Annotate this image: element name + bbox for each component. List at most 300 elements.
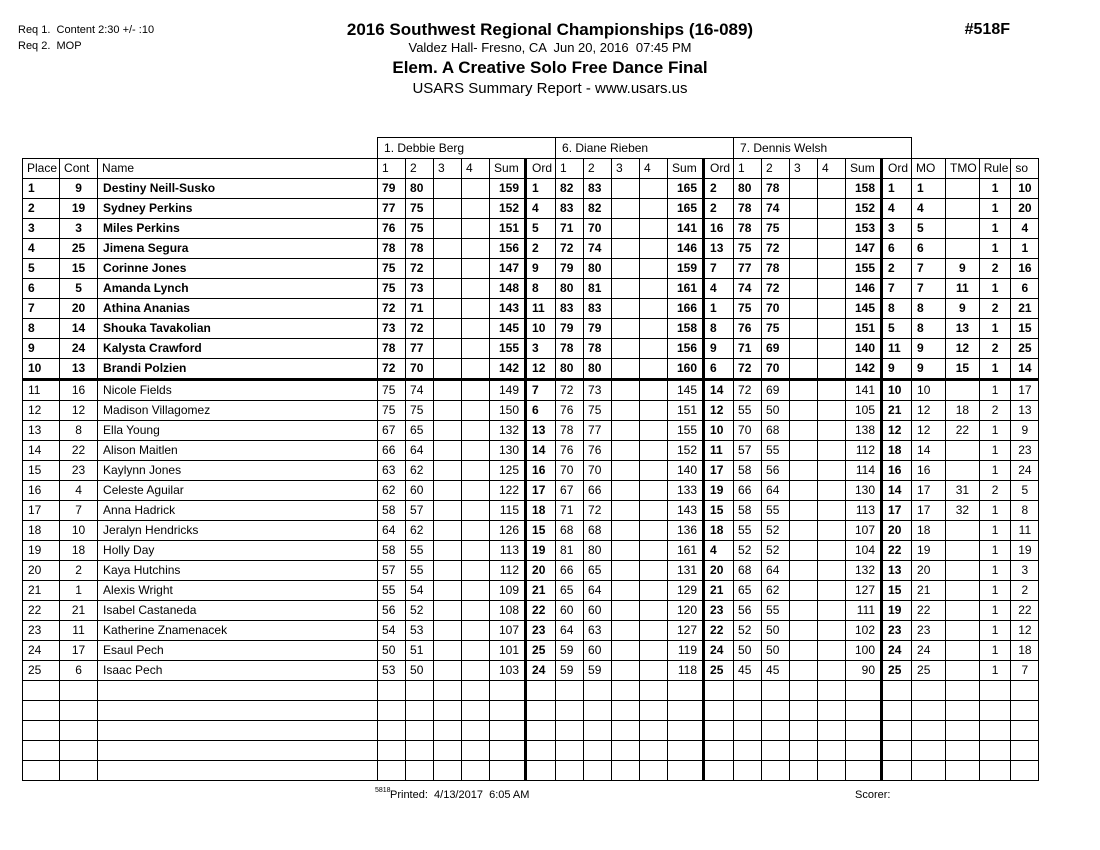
cell-judge2-sum: 146 [668, 239, 704, 259]
col-header-j1-sum: Sum [490, 159, 526, 179]
result-row [23, 319, 1039, 339]
cell-empty [818, 761, 846, 781]
cell-judge1-sum: 101 [490, 641, 526, 661]
cell-judge1-4 [462, 521, 490, 541]
cell-so: 12 [1011, 621, 1039, 641]
cell-empty [790, 721, 818, 741]
cell-judge2-ord: 25 [704, 661, 734, 681]
cell-empty [98, 701, 378, 721]
col-header-j2-4: 4 [640, 159, 668, 179]
cell-empty [584, 761, 612, 781]
cell-judge2-sum: 127 [668, 621, 704, 641]
cell-mo: 8 [912, 319, 946, 339]
cell-judge2-3 [612, 199, 640, 219]
cell-judge2-2: 70 [584, 219, 612, 239]
cell-place: 14 [23, 441, 60, 461]
cell-judge2-ord: 14 [704, 380, 734, 401]
cell-empty [640, 681, 668, 701]
cell-mo: 9 [912, 359, 946, 380]
cell-mo: 16 [912, 461, 946, 481]
cell-cont: 9 [60, 179, 98, 199]
cell-judge1-2: 70 [406, 359, 434, 380]
cell-judge2-ord: 2 [704, 179, 734, 199]
cell-judge2-4 [640, 561, 668, 581]
empty-row [23, 681, 1039, 701]
cell-tmo: 18 [946, 401, 980, 421]
cell-judge2-sum: 161 [668, 541, 704, 561]
cell-judge3-3 [790, 299, 818, 319]
cell-cont: 19 [60, 199, 98, 219]
cell-judge2-3 [612, 279, 640, 299]
cell-judge3-ord: 13 [882, 561, 912, 581]
cell-judge3-2: 52 [762, 541, 790, 561]
cell-name: Kaylynn Jones [98, 461, 378, 481]
footer-code: 5818 [375, 787, 391, 794]
result-row [23, 299, 1039, 319]
cell-empty [704, 701, 734, 721]
cell-judge3-2: 62 [762, 581, 790, 601]
cell-judge2-ord: 15 [704, 501, 734, 521]
cell-judge1-2: 72 [406, 259, 434, 279]
cell-judge3-4 [818, 179, 846, 199]
judge-header-spacer-right [912, 138, 1039, 159]
cell-judge2-3 [612, 541, 640, 561]
cell-judge1-3 [434, 501, 462, 521]
cell-name: Katherine Znamenacek [98, 621, 378, 641]
cell-tmo: 32 [946, 501, 980, 521]
result-row [23, 581, 1039, 601]
cell-name: Miles Perkins [98, 219, 378, 239]
cell-judge1-2: 54 [406, 581, 434, 601]
cell-empty [60, 721, 98, 741]
cell-judge3-1: 78 [734, 199, 762, 219]
cell-tmo: 15 [946, 359, 980, 380]
cell-judge1-2: 75 [406, 401, 434, 421]
cell-empty [612, 721, 640, 741]
cell-judge1-4 [462, 481, 490, 501]
cell-judge2-2: 66 [584, 481, 612, 501]
cell-judge3-4 [818, 401, 846, 421]
result-row [23, 219, 1039, 239]
cell-empty [818, 681, 846, 701]
cell-mo: 17 [912, 481, 946, 501]
cell-mo: 20 [912, 561, 946, 581]
cell-judge3-sum: 100 [846, 641, 882, 661]
cell-judge3-4 [818, 441, 846, 461]
cell-judge2-4 [640, 380, 668, 401]
cell-judge2-1: 70 [556, 461, 584, 481]
cell-judge2-1: 68 [556, 521, 584, 541]
cell-judge2-ord: 6 [704, 359, 734, 380]
result-row [23, 179, 1039, 199]
cell-judge3-ord: 17 [882, 501, 912, 521]
cell-judge1-3 [434, 299, 462, 319]
cell-judge1-sum: 142 [490, 359, 526, 380]
cell-judge2-ord: 20 [704, 561, 734, 581]
cell-judge3-4 [818, 259, 846, 279]
col-header-name: Name [98, 159, 378, 179]
cell-judge1-2: 57 [406, 501, 434, 521]
cell-rule: 2 [979, 401, 1011, 421]
cell-empty [462, 701, 490, 721]
cell-judge1-4 [462, 179, 490, 199]
cell-judge1-4 [462, 601, 490, 621]
cell-empty [979, 721, 1011, 741]
cell-judge3-ord: 21 [882, 401, 912, 421]
result-row [23, 501, 1039, 521]
cell-tmo: 9 [946, 299, 980, 319]
cell-empty [668, 761, 704, 781]
cell-judge1-2: 60 [406, 481, 434, 501]
col-header-j1-ord: Ord [526, 159, 556, 179]
cell-judge1-sum: 109 [490, 581, 526, 601]
cell-judge1-sum: 152 [490, 199, 526, 219]
cell-judge2-1: 71 [556, 501, 584, 521]
cell-tmo [946, 601, 980, 621]
cell-empty [98, 741, 378, 761]
cell-judge1-ord: 1 [526, 179, 556, 199]
cell-judge1-2: 51 [406, 641, 434, 661]
cell-judge1-sum: 155 [490, 339, 526, 359]
cell-empty [23, 721, 60, 741]
cell-empty [1011, 761, 1039, 781]
cell-judge2-2: 77 [584, 421, 612, 441]
cell-name: Brandi Polzien [98, 359, 378, 380]
cell-judge3-4 [818, 601, 846, 621]
result-row [23, 481, 1039, 501]
cell-empty [526, 741, 556, 761]
cell-judge3-sum: 111 [846, 601, 882, 621]
cell-judge1-3 [434, 461, 462, 481]
cell-tmo: 22 [946, 421, 980, 441]
cell-judge1-ord: 5 [526, 219, 556, 239]
cell-judge2-3 [612, 441, 640, 461]
cell-so: 19 [1011, 541, 1039, 561]
cell-judge3-3 [790, 199, 818, 219]
cell-judge3-sum: 105 [846, 401, 882, 421]
cell-judge2-3 [612, 521, 640, 541]
cell-judge3-3 [790, 461, 818, 481]
cell-judge2-2: 64 [584, 581, 612, 601]
cell-empty [1011, 721, 1039, 741]
cell-empty [882, 741, 912, 761]
cell-judge3-1: 76 [734, 319, 762, 339]
cell-tmo [946, 461, 980, 481]
cell-empty [846, 701, 882, 721]
cell-judge3-ord: 5 [882, 319, 912, 339]
cell-judge1-sum: 143 [490, 299, 526, 319]
cell-empty [704, 721, 734, 741]
cell-judge3-sum: 107 [846, 521, 882, 541]
cell-rule: 1 [979, 199, 1011, 219]
cell-so: 16 [1011, 259, 1039, 279]
cell-judge2-3 [612, 501, 640, 521]
col-header-j1-2: 2 [406, 159, 434, 179]
cell-judge3-3 [790, 581, 818, 601]
cell-mo: 17 [912, 501, 946, 521]
cell-cont: 16 [60, 380, 98, 401]
cell-judge2-3 [612, 661, 640, 681]
cell-name: Ella Young [98, 421, 378, 441]
cell-judge2-ord: 10 [704, 421, 734, 441]
cell-empty [912, 721, 946, 741]
cell-judge2-sum: 158 [668, 319, 704, 339]
cell-judge3-3 [790, 401, 818, 421]
cell-place: 10 [23, 359, 60, 380]
cell-judge2-1: 72 [556, 239, 584, 259]
cell-empty [23, 741, 60, 761]
cell-judge2-ord: 12 [704, 401, 734, 421]
cell-judge2-2: 63 [584, 621, 612, 641]
cell-mo: 19 [912, 541, 946, 561]
cell-judge1-2: 50 [406, 661, 434, 681]
cell-empty [406, 681, 434, 701]
results-table-wrap [22, 137, 1039, 781]
cell-judge3-3 [790, 521, 818, 541]
cell-judge1-1: 75 [378, 279, 406, 299]
cell-judge2-sum: 136 [668, 521, 704, 541]
cell-judge2-3 [612, 421, 640, 441]
cell-judge1-sum: 113 [490, 541, 526, 561]
cell-empty [640, 701, 668, 721]
cell-judge1-3 [434, 179, 462, 199]
cell-judge3-sum: 104 [846, 541, 882, 561]
result-row [23, 461, 1039, 481]
cell-judge3-1: 56 [734, 601, 762, 621]
cell-judge2-ord: 4 [704, 279, 734, 299]
cell-judge2-3 [612, 299, 640, 319]
cell-judge1-3 [434, 199, 462, 219]
cell-cont: 15 [60, 259, 98, 279]
cell-empty [912, 761, 946, 781]
cell-judge1-1: 78 [378, 339, 406, 359]
cell-judge2-ord: 22 [704, 621, 734, 641]
cell-judge2-1: 79 [556, 259, 584, 279]
cell-empty [882, 701, 912, 721]
cell-empty [734, 681, 762, 701]
cell-judge2-sum: 165 [668, 179, 704, 199]
cell-tmo [946, 561, 980, 581]
cell-judge3-2: 56 [762, 461, 790, 481]
cell-judge1-2: 65 [406, 421, 434, 441]
cell-judge1-2: 62 [406, 521, 434, 541]
cell-judge1-1: 75 [378, 259, 406, 279]
cell-judge1-sum: 148 [490, 279, 526, 299]
cell-tmo: 12 [946, 339, 980, 359]
cell-judge3-3 [790, 359, 818, 380]
cell-judge2-ord: 21 [704, 581, 734, 601]
cell-mo: 12 [912, 401, 946, 421]
col-header-j2-3: 3 [612, 159, 640, 179]
cell-rule: 1 [979, 541, 1011, 561]
empty-row [23, 701, 1039, 721]
cell-judge1-sum: 151 [490, 219, 526, 239]
cell-judge1-4 [462, 581, 490, 601]
cell-so: 1 [1011, 239, 1039, 259]
cell-judge2-2: 73 [584, 380, 612, 401]
cell-rule: 1 [979, 239, 1011, 259]
cell-judge3-4 [818, 199, 846, 219]
cell-empty [882, 761, 912, 781]
cell-so: 10 [1011, 179, 1039, 199]
cell-judge3-3 [790, 380, 818, 401]
cell-judge2-4 [640, 621, 668, 641]
cell-place: 3 [23, 219, 60, 239]
judge-1-name: 1. Debbie Berg [378, 138, 556, 159]
cell-place: 22 [23, 601, 60, 621]
cell-judge3-sum: 147 [846, 239, 882, 259]
cell-judge3-sum: 127 [846, 581, 882, 601]
cell-name: Kalysta Crawford [98, 339, 378, 359]
cell-judge3-2: 78 [762, 179, 790, 199]
cell-judge1-1: 72 [378, 359, 406, 380]
cell-judge3-1: 80 [734, 179, 762, 199]
cell-rule: 1 [979, 581, 1011, 601]
cell-empty [434, 741, 462, 761]
cell-judge2-3 [612, 239, 640, 259]
cell-judge3-1: 70 [734, 421, 762, 441]
report-line: USARS Summary Report - www.usars.us [412, 80, 688, 97]
cell-judge3-ord: 9 [882, 359, 912, 380]
cell-empty [556, 741, 584, 761]
cell-judge1-4 [462, 541, 490, 561]
cell-judge3-1: 72 [734, 380, 762, 401]
cell-judge2-sum: 155 [668, 421, 704, 441]
cell-judge3-4 [818, 359, 846, 380]
cell-judge1-ord: 14 [526, 441, 556, 461]
cell-empty [979, 681, 1011, 701]
cell-judge3-2: 55 [762, 501, 790, 521]
cell-empty [979, 761, 1011, 781]
cell-place: 20 [23, 561, 60, 581]
cell-cont: 20 [60, 299, 98, 319]
results-table [22, 137, 1039, 781]
cell-judge3-sum: 151 [846, 319, 882, 339]
cell-so: 17 [1011, 380, 1039, 401]
cell-judge3-2: 75 [762, 319, 790, 339]
result-row [23, 621, 1039, 641]
result-row [23, 339, 1039, 359]
cell-judge2-4 [640, 541, 668, 561]
cell-empty [526, 761, 556, 781]
cell-judge1-3 [434, 661, 462, 681]
cell-judge2-3 [612, 259, 640, 279]
cell-so: 9 [1011, 421, 1039, 441]
cell-judge1-ord: 8 [526, 279, 556, 299]
cell-judge1-sum: 112 [490, 561, 526, 581]
cell-judge3-2: 70 [762, 359, 790, 380]
cell-empty [790, 741, 818, 761]
cell-judge1-4 [462, 259, 490, 279]
cell-judge1-4 [462, 621, 490, 641]
cell-name: Madison Villagomez [98, 401, 378, 421]
cell-tmo [946, 441, 980, 461]
cell-empty [378, 721, 406, 741]
cell-judge1-ord: 19 [526, 541, 556, 561]
empty-row [23, 741, 1039, 761]
cell-judge1-ord: 18 [526, 501, 556, 521]
result-row [23, 421, 1039, 441]
cell-empty [1011, 701, 1039, 721]
cell-judge1-1: 62 [378, 481, 406, 501]
cell-empty [526, 701, 556, 721]
cell-judge1-1: 75 [378, 380, 406, 401]
cell-empty [704, 741, 734, 761]
cell-name: Jeralyn Hendricks [98, 521, 378, 541]
cell-judge3-ord: 16 [882, 461, 912, 481]
cell-judge2-4 [640, 179, 668, 199]
cell-cont: 6 [60, 661, 98, 681]
cell-judge3-ord: 2 [882, 259, 912, 279]
cell-judge1-3 [434, 359, 462, 380]
cell-tmo [946, 380, 980, 401]
cell-judge3-3 [790, 661, 818, 681]
cell-name: Anna Hadrick [98, 501, 378, 521]
cell-judge1-1: 58 [378, 501, 406, 521]
cell-judge1-ord: 22 [526, 601, 556, 621]
cell-empty [378, 761, 406, 781]
cell-judge2-sum: 141 [668, 219, 704, 239]
cell-judge2-2: 75 [584, 401, 612, 421]
cell-empty [882, 721, 912, 741]
cell-place: 1 [23, 179, 60, 199]
cell-judge2-4 [640, 279, 668, 299]
col-header-j2-sum: Sum [668, 159, 704, 179]
cell-judge2-2: 60 [584, 641, 612, 661]
cell-judge3-sum: 112 [846, 441, 882, 461]
cell-empty [734, 701, 762, 721]
cell-judge3-4 [818, 380, 846, 401]
cell-judge2-1: 78 [556, 339, 584, 359]
cell-empty [406, 741, 434, 761]
cell-judge2-3 [612, 380, 640, 401]
cell-judge2-2: 68 [584, 521, 612, 541]
cell-judge1-3 [434, 401, 462, 421]
cell-rule: 1 [979, 521, 1011, 541]
cell-mo: 23 [912, 621, 946, 641]
cell-judge1-2: 72 [406, 319, 434, 339]
cell-judge2-4 [640, 661, 668, 681]
cell-judge3-1: 72 [734, 359, 762, 380]
cell-judge2-4 [640, 401, 668, 421]
cell-judge1-3 [434, 319, 462, 339]
cell-so: 3 [1011, 561, 1039, 581]
cell-judge3-ord: 3 [882, 219, 912, 239]
cell-judge1-sum: 103 [490, 661, 526, 681]
cell-empty [762, 761, 790, 781]
cell-judge2-ord: 2 [704, 199, 734, 219]
result-row [23, 661, 1039, 681]
cell-judge2-4 [640, 521, 668, 541]
cell-judge3-2: 68 [762, 421, 790, 441]
cell-judge1-1: 76 [378, 219, 406, 239]
cell-judge1-ord: 4 [526, 199, 556, 219]
cell-judge2-1: 71 [556, 219, 584, 239]
cell-judge3-2: 78 [762, 259, 790, 279]
cell-judge1-ord: 13 [526, 421, 556, 441]
cell-place: 2 [23, 199, 60, 219]
cell-judge3-ord: 4 [882, 199, 912, 219]
cell-judge2-ord: 19 [704, 481, 734, 501]
cell-judge2-3 [612, 179, 640, 199]
cell-judge1-4 [462, 279, 490, 299]
cell-judge2-2: 79 [584, 319, 612, 339]
cell-name: Kaya Hutchins [98, 561, 378, 581]
cell-judge2-sum: 129 [668, 581, 704, 601]
cell-rule: 1 [979, 179, 1011, 199]
cell-empty [946, 721, 980, 741]
cell-judge2-4 [640, 421, 668, 441]
